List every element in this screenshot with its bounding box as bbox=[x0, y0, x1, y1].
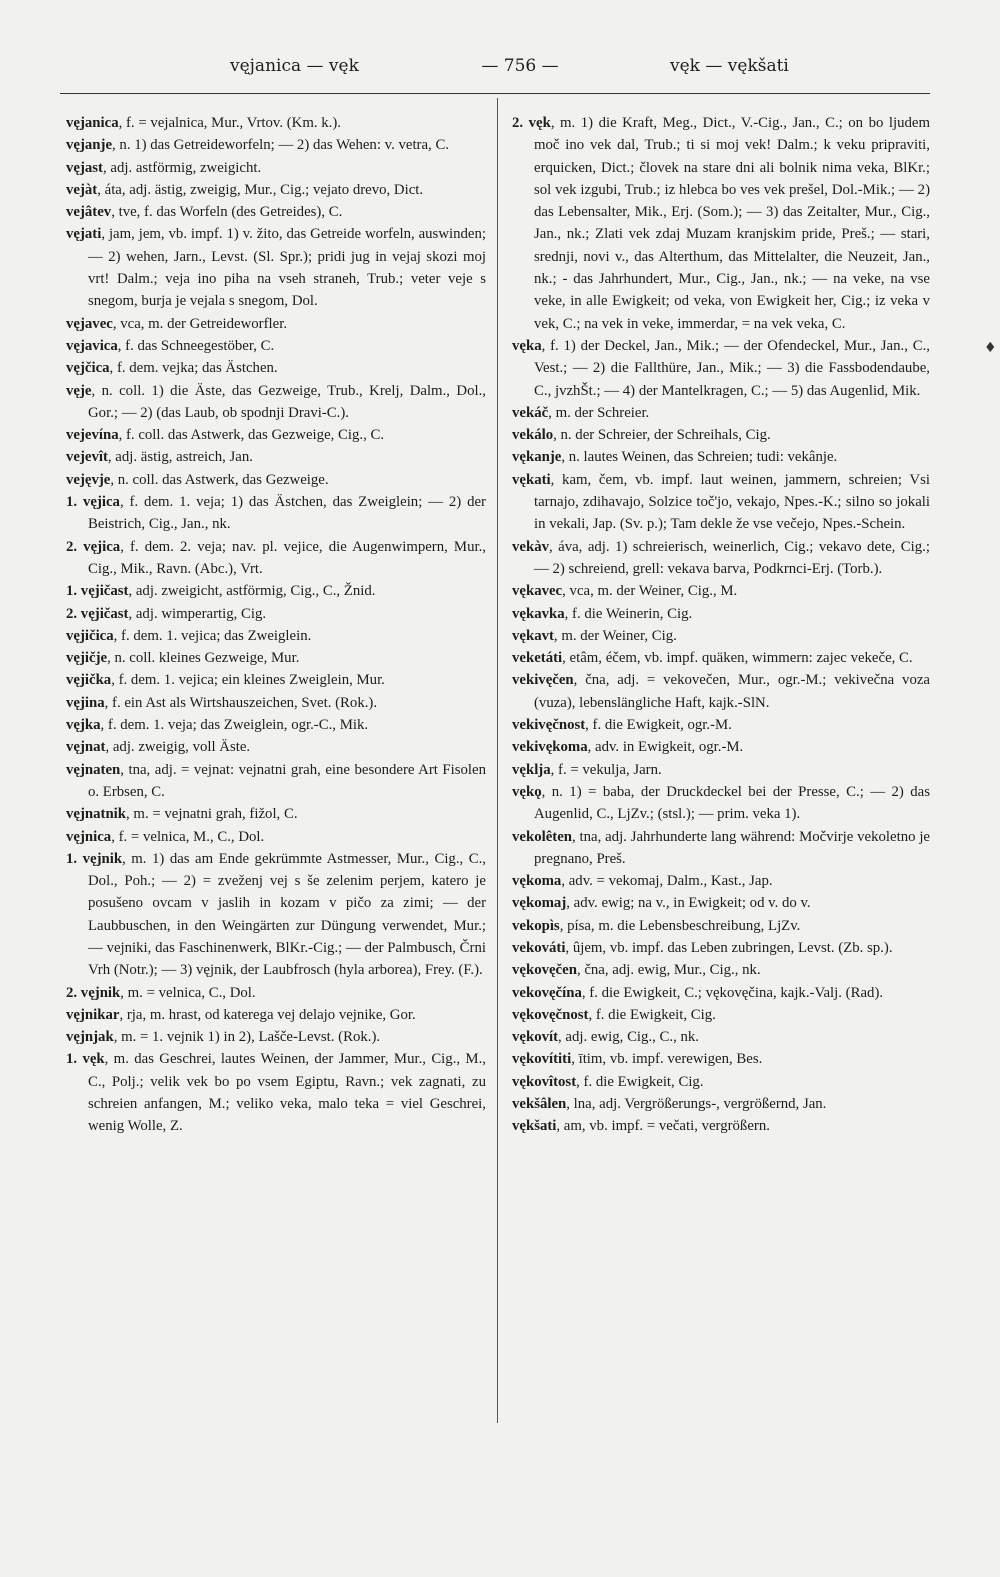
dictionary-entry: vęjnjak, m. = 1. vejnik 1) in 2), Lašče-Levst. (Rok.). bbox=[66, 1029, 381, 1046]
dictionary-entry: vekivękoma, adv. in Ewigkeit, ogr.-M. bbox=[512, 739, 744, 756]
dictionary-entry: vękovítiti, ītim, vb. impf. verewigen, Bes. bbox=[512, 1051, 763, 1068]
dictionary-entry: vęjčica, f. dem. vejka; das Ästchen. bbox=[66, 360, 278, 377]
dictionary-entry: vęjička, f. dem. 1. vejica; ein kleines Zweiglein, Mur. bbox=[66, 672, 385, 689]
dictionary-entry: vekovęčína, f. die Ewigkeit, C.; vękovęčina, kajk.-Valj. (Rad). bbox=[512, 984, 884, 1001]
dictionary-entry: 2. vęk, m. 1) die Kraft, Meg., Dict., V.-Cig., Jan., C.; on bo ljudem moč ino vek dal, Trub.; ti si moj vek! Dalm.; k veku pripraviti, erquicken, Dict.; človek na stare dni ali bolnik nima veka, BlKr.; sol vek izgubi, Trub.; iz hlebca bo ves vek prešel, Dol.-Mik.; — 2) das Lebensalter, Mik., Erj. (Som.); — 3) das Zeitalter, Mur., Cig., Jan., nk.; Zlati vek zdaj Muzam kranjskim pride, Preš.; — stari, srednji, novi v., das Alterthum, das Mittelalter, die Neuzeit, Jan., nk.; - das Jahrhundert, Mur., Cig., Jan., nk.; — na veke, na vse veke, in alle Ewigkeit; od veka, von Ewigkeit her, Cig.; iz veka v vek, C.; na vek in veke, immerdar, = na vek veka, C. bbox=[512, 115, 930, 332]
dictionary-entry: vęjnica, f. = velnica, M., C., Dol. bbox=[66, 828, 265, 845]
dictionary-entry: vekováti, ûjem, vb. impf. das Leben zubringen, Levst. (Zb. sp.). bbox=[512, 939, 893, 956]
dictionary-entry: vękoma, adv. = vekomaj, Dalm., Kast., Jap. bbox=[512, 873, 773, 890]
dictionary-entry: vejęvje, n. coll. das Astwerk, das Gezweige. bbox=[66, 471, 329, 488]
dictionary-entry: vekálo, n. der Schreier, der Schreihals, Cig. bbox=[512, 427, 771, 444]
dictionary-entry: vęjnikar, rja, m. hrast, od katerega vej delajo vejnike, Gor. bbox=[66, 1006, 416, 1023]
dictionary-entry: vęjati, jam, jem, vb. impf. 1) v. žito, das Getreide worfeln, auswinden; — 2) wehen, Jarn., Levst. (Sl. Spr.); pridi jug in vejaj skozi moj vrt! Dalm.; veja ino piha na vseh straneh, Trub.; veter veje s snegom, burja je vejala s snegom, Dol. bbox=[66, 226, 486, 310]
dictionary-entry: vekivęčen, čna, adj. = vekovečen, Mur., ogr.-M.; vekivečna voza (vuza), lebenslängliche Haft, kajk.-SlN. bbox=[512, 672, 930, 711]
dictionary-entry: vejevína, f. coll. das Astwerk, das Gezweige, Cig., C. bbox=[66, 427, 385, 444]
dictionary-entry: 1. vęjnik, m. 1) das am Ende gekrümmte Astmesser, Mur., Cig., C., Dol., Poh.; — 2) = zveženj vej s še zelenim perjem, katero je posušeno ovcam v jaslih in kozam v pičo za zimi; — der Laubbuschen, in den Weingärten zur Düngung verwendet, Mur.; — vejniki, das Faschinenwerk, BlKr.-Cig.; — der Palmbusch, Črni Vrh (Notr.); — 3) vęjnik, der Laubfrosch (hyla arborea), Frey. (F.). bbox=[66, 850, 486, 979]
dictionary-entry: 2. vęjica, f. dem. 2. veja; nav. pl. vejice, die Augenwimpern, Mur., Cig., Mik., Ravn. (Abc.), Vrt. bbox=[66, 538, 486, 577]
dictionary-entry: vęjičica, f. dem. 1. vejica; das Zweiglein. bbox=[66, 627, 312, 644]
right-column bbox=[512, 112, 930, 1138]
dictionary-entry: vęjast, adj. astförmig, zweigicht. bbox=[66, 159, 262, 176]
dictionary-entry: vękovęčnost, f. die Ewigkeit, Cig. bbox=[512, 1006, 716, 1023]
dictionary-entry: vęjanica, f. = vejalnica, Mur., Vrtov. (Km. k.). bbox=[66, 115, 341, 131]
dictionary-entry: vekáč, m. der Schreier. bbox=[512, 404, 650, 421]
margin-mark: ♦ bbox=[984, 340, 997, 356]
dictionary-entry: vękovít, adj. ewig, Cig., C., nk. bbox=[512, 1029, 700, 1046]
dictionary-entry: vejàt, áta, adj. ästig, zweigig, Mur., Cig.; vejato drevo, Dict. bbox=[66, 181, 424, 198]
dictionary-entry: vekàv, áva, adj. 1) schreierisch, weinerlich, Cig.; vekavo dete, Cig.; — 2) schreiend, grell: vekava barva, Podkrnci-Erj. (Torb.). bbox=[512, 538, 930, 577]
dictionary-entry: vękavt, m. der Weiner, Cig. bbox=[512, 627, 677, 644]
dictionary-entry: vejevît, adj. ästig, astreich, Jan. bbox=[66, 449, 253, 466]
left-column bbox=[66, 112, 486, 1138]
dictionary-entry: vekopìs, písa, m. die Lebensbeschreibung, LjZv. bbox=[512, 917, 801, 934]
dictionary-entry: 1. vęjica, f. dem. 1. veja; 1) das Ästchen, das Zweiglein; — 2) der Beistrich, Cig., Jan., nk. bbox=[66, 494, 486, 533]
dictionary-entry: vęjka, f. dem. 1. veja; das Zweiglein, ogr.-C., Mik. bbox=[66, 717, 369, 734]
dictionary-entry: vęklja, f. = vekulja, Jarn. bbox=[512, 761, 662, 778]
dictionary-entry: vękovîtost, f. die Ewigkeit, Cig. bbox=[512, 1073, 704, 1090]
dictionary-entry: vękomaj, adv. ewig; na v., in Ewigkeit; od v. do v. bbox=[512, 895, 811, 912]
dictionary-entry: veketáti, etâm, éčem, vb. impf. quäken, wimmern: zajec vekeče, C. bbox=[512, 650, 913, 667]
dictionary-entry: vęjičje, n. coll. kleines Gezweige, Mur. bbox=[66, 650, 300, 667]
dictionary-entry: vęka, f. 1) der Deckel, Jan., Mik.; — der Ofendeckel, Mur., Jan., C., Vest.; — 2) die Fallthüre, Jan., Mik.; — 3) die Fassbodendaube, C., jvzhŠt.; — 4) der Mantelkragen, C.; — 5) das Augenlid, Mik. bbox=[512, 337, 930, 399]
dictionary-entry: vęje, n. coll. 1) die Äste, das Gezweige, Trub., Krelj, Dalm., Dol., Gor.; — 2) (das Laub, ob spodnji Dravi-C.). bbox=[66, 382, 486, 421]
dictionary-entry: vęjnatnik, m. = vejnatni grah, fižol, C. bbox=[66, 806, 298, 823]
dictionary-entry: vękovęčen, čna, adj. ewig, Mur., Cig., nk. bbox=[512, 962, 761, 979]
dictionary-entry: vęjina, f. ein Ast als Wirtshauszeichen, Svet. (Rok.). bbox=[66, 694, 378, 711]
dictionary-entry: vekolêten, tna, adj. Jahrhunderte lang während: Močvirje vekoletno je pregnano, Preš. bbox=[512, 828, 930, 867]
dictionary-entry: vękšati, am, vb. impf. = večati, vergrößern. bbox=[512, 1118, 770, 1135]
header-left-guideword: vęjanica — vęk bbox=[230, 56, 359, 76]
dictionary-entry: vekivęčnost, f. die Ewigkeit, ogr.-M. bbox=[512, 717, 732, 734]
dictionary-entry: vękanje, n. lautes Weinen, das Schreien; tudi: vekânje. bbox=[512, 449, 838, 466]
header-rule bbox=[60, 93, 930, 94]
dictionary-entry: vęjnat, adj. zweigig, voll Äste. bbox=[66, 739, 251, 756]
running-head bbox=[80, 56, 920, 84]
header-right-guideword: vęk — vękšati bbox=[670, 56, 789, 76]
dictionary-entry: vękati, kam, čem, vb. impf. laut weinen, jammern, schreien; Vsi tarnajo, zdihavajo, Solzice toč'jo, vekajo, Npes.-K.; silno so jokali in vekali, Jap. (Sv. p.); Tam dekle že vse večejo, Npes.-Schein. bbox=[512, 471, 930, 533]
dictionary-entry: 2. vęjnik, m. = velnica, C., Dol. bbox=[66, 984, 256, 1001]
dictionary-entry: vęjavec, vca, m. der Getreideworfler. bbox=[66, 315, 288, 332]
dictionary-entry: 2. vęjičast, adj. wimperartig, Cig. bbox=[66, 605, 267, 622]
dictionary-entry: vekšâlen, lna, adj. Vergrößerungs-, vergrößernd, Jan. bbox=[512, 1096, 827, 1113]
dictionary-entry: vęjanje, n. 1) das Getreideworfeln; — 2) das Wehen: v. vetra, C. bbox=[66, 137, 450, 154]
dictionary-entry: vęjnaten, tna, adj. = vejnat: vejnatni grah, eine besondere Art Fisolen o. Erbsen, C. bbox=[66, 761, 486, 800]
dictionary-entry: 1. vęk, m. das Geschrei, lautes Weinen, der Jammer, Mur., Cig., M., C., Polj.; velik vek bo po vsem Egiptu, Ravn.; vek zagnati, zu schreien anfangen, M.; veliko veka, malo teka = viel Geschrei, wenig Wolle, Z. bbox=[66, 1051, 486, 1135]
dictionary-entry: vejâtev, tve, f. das Worfeln (des Getreides), C. bbox=[66, 204, 343, 221]
dictionary-entry: vękǫ, n. 1) = baba, der Druckdeckel bei der Presse, C.; — 2) das Augenlid, C., LjZv.; (stsl.); — prim. veka 1). bbox=[512, 783, 930, 823]
column-divider bbox=[497, 98, 498, 1423]
dictionary-entry: vęjavica, f. das Schneegestöber, C. bbox=[66, 337, 275, 354]
dictionary-entry: vękavka, f. die Weinerin, Cig. bbox=[512, 605, 693, 622]
dictionary-entry: 1. vęjičast, adj. zweigicht, astförmig, Cig., C., Žnid. bbox=[66, 583, 376, 600]
page-number: — 756 — bbox=[481, 56, 559, 76]
dictionary-entry: vękavec, vca, m. der Weiner, Cig., M. bbox=[512, 583, 738, 600]
